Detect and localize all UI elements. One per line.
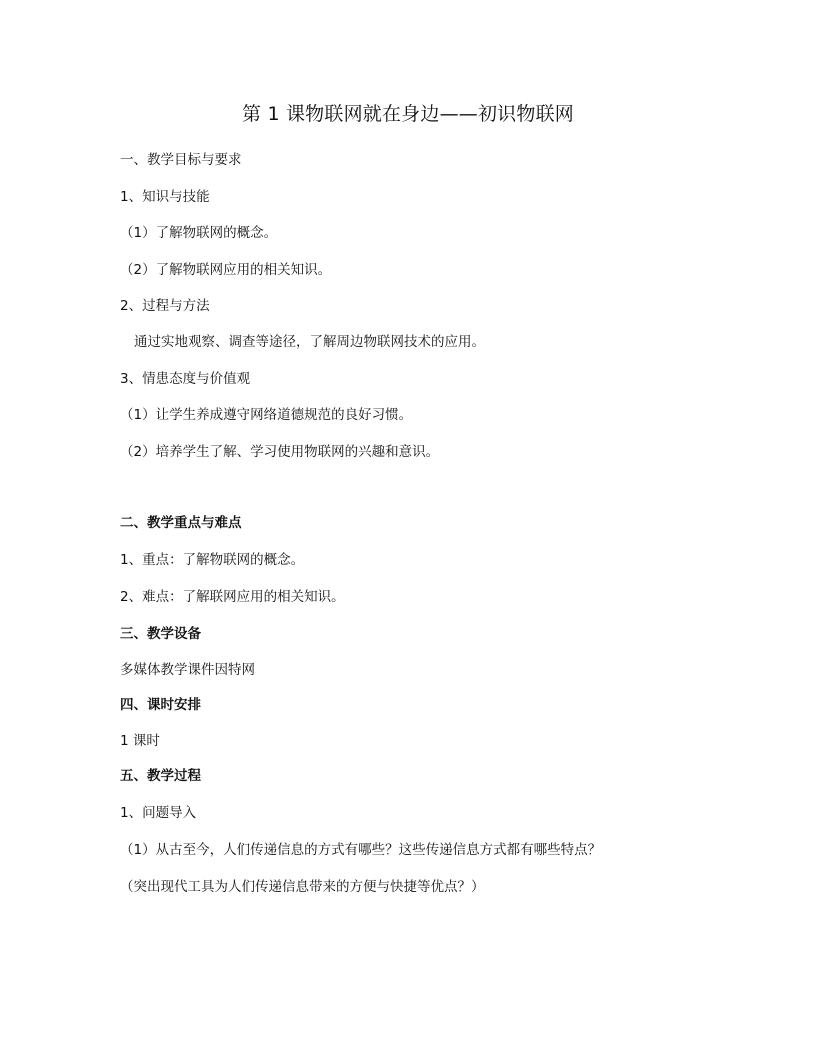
section-heading-process: 五、教学过程: [120, 768, 201, 784]
list-item: （2）了解物联网应用的相关知识。: [120, 262, 332, 278]
subsection-attitude-values: 3、情患态度与价值观: [120, 371, 251, 387]
subsection-question-intro: 1、问题导入: [120, 805, 197, 821]
section-heading-schedule: 四、课时安排: [120, 697, 201, 713]
document-title: 第 1 课物联网就在身边——初识物联网: [242, 103, 574, 125]
list-item: （1）让学生养成遵守网络道德规范的良好习惯。: [120, 407, 413, 423]
subsection-knowledge-skills: 1、知识与技能: [120, 189, 210, 205]
list-item: （1）了解物联网的概念。: [120, 225, 278, 241]
list-item: 1、重点：了解物联网的概念。: [120, 552, 305, 568]
list-item: 2、难点：了解联网应用的相关知识。: [120, 589, 345, 605]
paragraph: 1 课时: [120, 733, 160, 749]
list-item: （2）培养学生了解、学习使用物联网的兴趣和意识。: [120, 444, 440, 460]
paragraph: 通过实地观察、调查等途径，了解周边物联网技术的应用。: [134, 334, 485, 350]
section-heading-objectives: 一、教学目标与要求: [120, 152, 242, 168]
paragraph: 多媒体教学课件因特网: [120, 662, 255, 678]
subsection-process-methods: 2、过程与方法: [120, 298, 210, 314]
list-item: （1）从古至今，人们传递信息的方式有哪些？这些传递信息方式都有哪些特点？: [120, 842, 602, 858]
paragraph: （突出现代工具为人们传递信息带来的方便与快捷等优点？）: [120, 879, 485, 895]
section-heading-equipment: 三、教学设备: [120, 626, 201, 642]
section-heading-key-points: 二、教学重点与难点: [120, 515, 242, 531]
